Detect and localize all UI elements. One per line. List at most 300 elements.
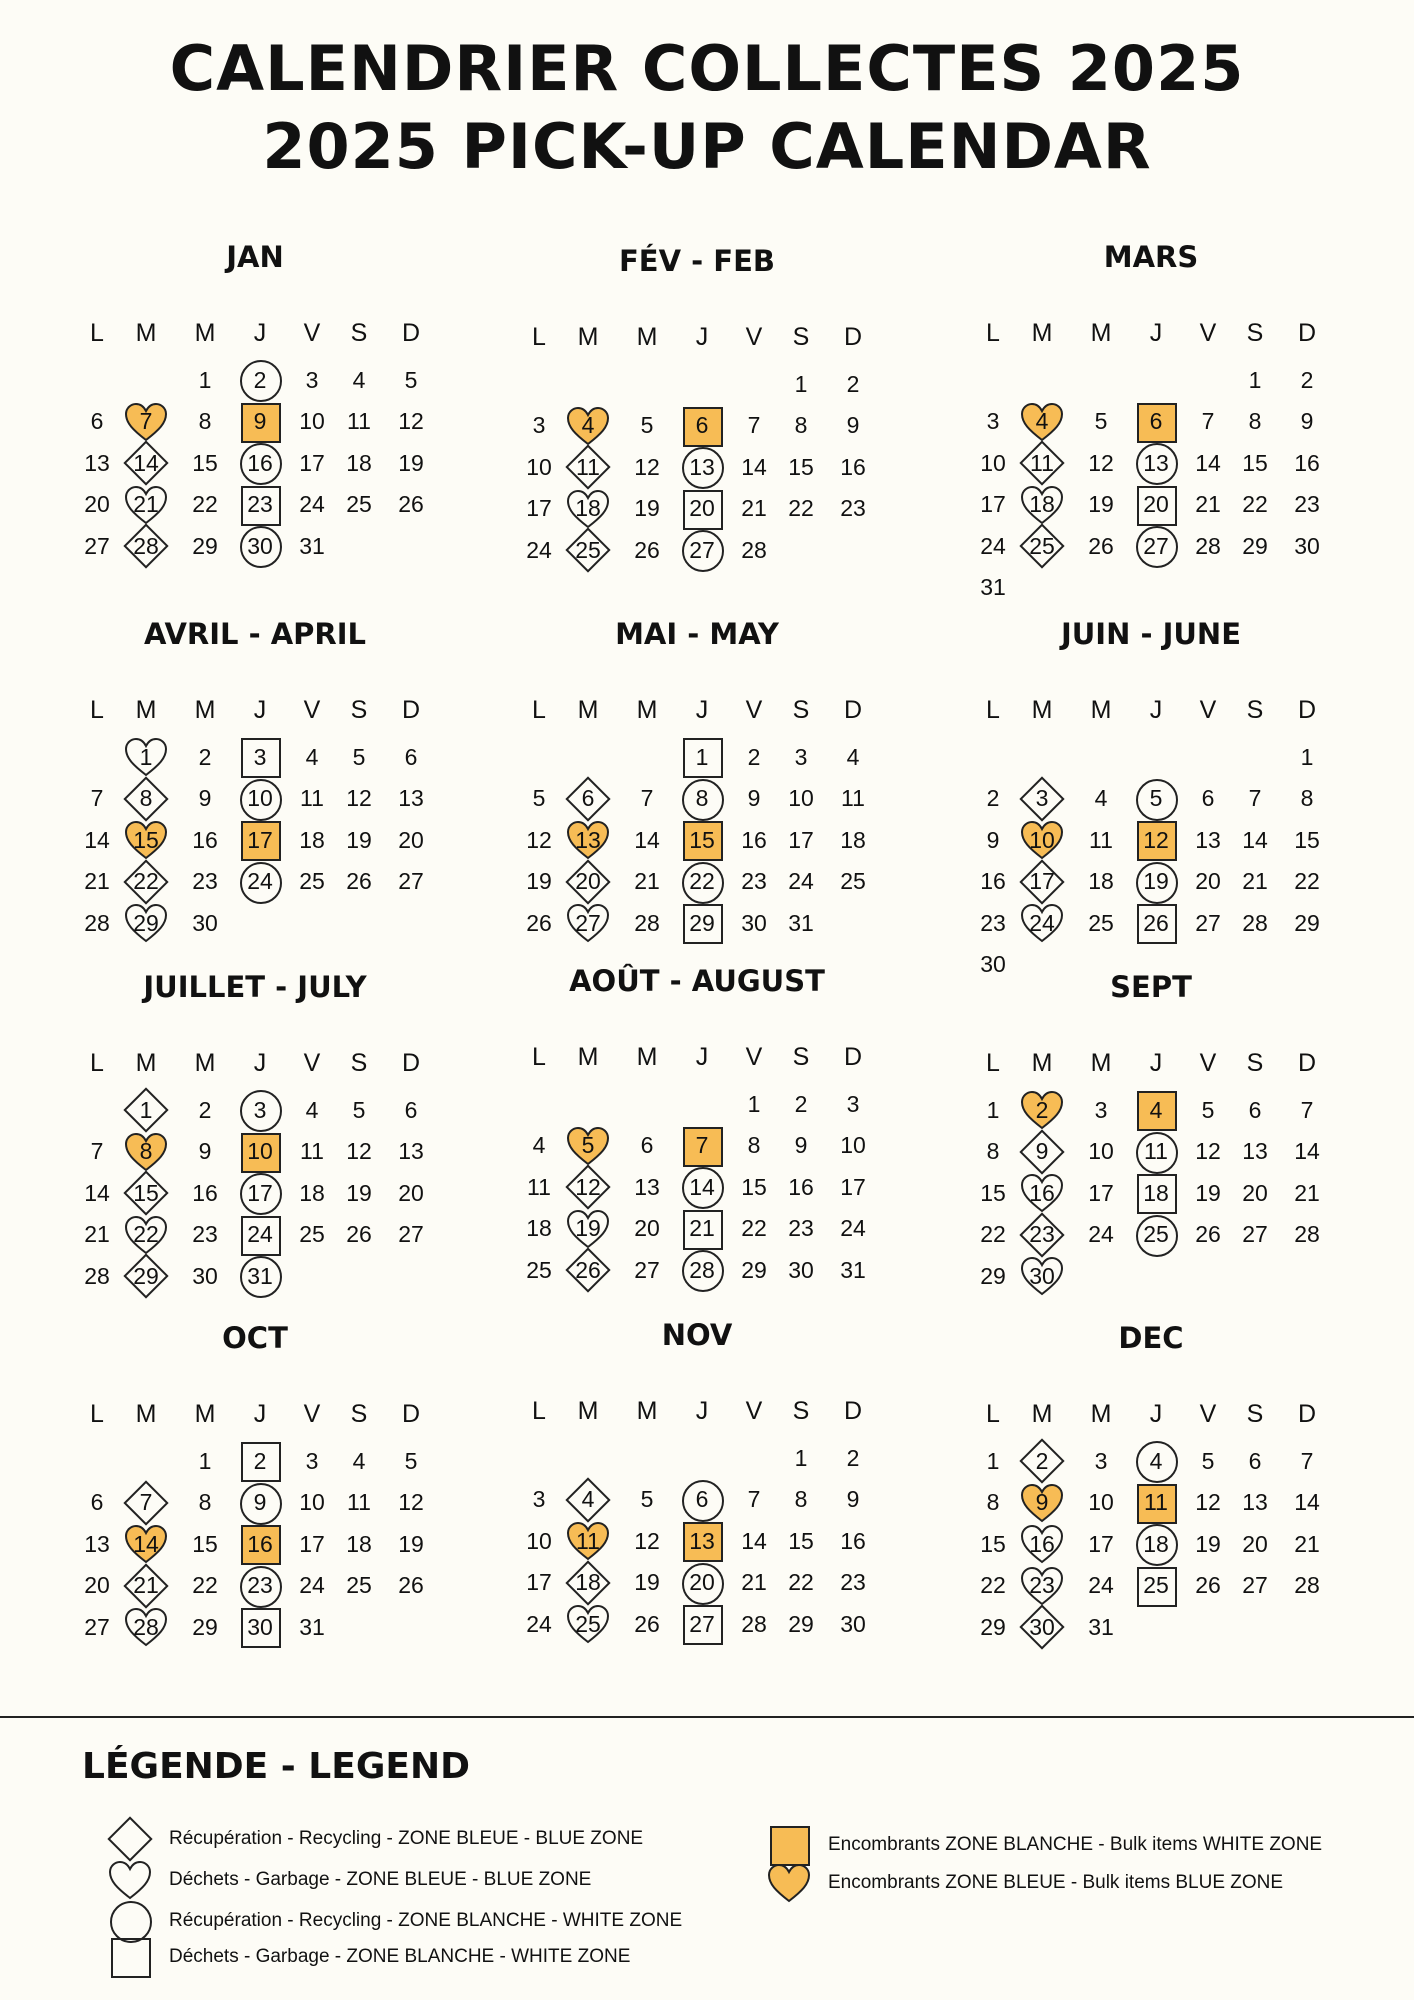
weekday-header: L (532, 1396, 546, 1425)
day-number: 9 (747, 785, 761, 811)
day-number: 13 (689, 1527, 715, 1554)
calendar-day (827, 1521, 879, 1561)
calendar-day (676, 489, 728, 529)
calendar-day (333, 443, 385, 483)
legend-title: LÉGENDE - LEGEND (82, 1746, 470, 1787)
day-number: 31 (840, 1256, 866, 1283)
day-number: 14 (741, 453, 767, 480)
day-number: 29 (133, 909, 159, 936)
day-number: 11 (576, 453, 600, 480)
calendar-day (562, 903, 614, 943)
day-number: 3 (986, 408, 1000, 434)
calendar-day (1182, 1173, 1234, 1213)
calendar-day (1182, 1132, 1234, 1172)
calendar-day (967, 1215, 1019, 1255)
day-number: 15 (1294, 826, 1320, 853)
weekday-header: M (135, 1048, 157, 1077)
calendar-day (775, 406, 827, 446)
weekday-header: S (350, 1048, 368, 1077)
day-number: 26 (1088, 532, 1114, 559)
day-number: 18 (575, 1569, 601, 1595)
calendar-day (179, 1256, 231, 1296)
day-number: 7 (747, 1486, 761, 1512)
weekday-header: J (253, 1399, 267, 1428)
day-number: 3 (1035, 785, 1049, 811)
day-number: 15 (741, 1173, 767, 1200)
calendar-day (1182, 1090, 1234, 1130)
day-number: 27 (398, 1221, 424, 1247)
calendar-day (967, 1524, 1019, 1564)
calendar-day (71, 1524, 123, 1564)
calendar-day (71, 1215, 123, 1255)
calendar-day (676, 1521, 728, 1561)
day-number: 15 (133, 826, 159, 853)
calendar-day (621, 1480, 673, 1520)
weekday-header: J (253, 695, 267, 724)
day-number: 27 (1195, 909, 1221, 936)
calendar-day (775, 1084, 827, 1124)
weekday-header: J (1149, 1048, 1163, 1077)
calendar-day (179, 1215, 231, 1255)
day-number: 20 (398, 1179, 424, 1206)
day-number: 18 (346, 1530, 372, 1557)
calendar-day (71, 820, 123, 860)
calendar-day (1075, 1524, 1127, 1564)
day-number: 27 (689, 536, 715, 563)
day-number: 15 (788, 1527, 814, 1554)
calendar-day (967, 779, 1019, 819)
calendar-day (120, 443, 172, 483)
calendar-day (621, 406, 673, 446)
month-calendar (941, 970, 1361, 1330)
day-number: 19 (575, 1215, 601, 1241)
day-number: 18 (1143, 1530, 1169, 1557)
day-number: 9 (846, 412, 860, 438)
calendar-day (775, 489, 827, 529)
day-number: 28 (1242, 909, 1268, 936)
day-number: 17 (526, 1569, 552, 1595)
day-number: 9 (794, 1132, 808, 1158)
day-number: 8 (695, 785, 709, 811)
calendar-day (513, 1167, 565, 1207)
legend-item-square (105, 1937, 630, 1977)
weekday-header: S (792, 695, 810, 724)
diamond-icon (107, 1816, 152, 1861)
day-number: 30 (1294, 532, 1320, 559)
day-number: 17 (1088, 1530, 1114, 1557)
month-calendar (45, 970, 465, 1330)
day-number: 31 (788, 909, 814, 936)
calendar-day (234, 485, 286, 525)
weekday-header: J (1149, 318, 1163, 347)
legend-item-diamond (105, 1819, 643, 1859)
calendar-day (967, 1607, 1019, 1647)
weekday-header: M (636, 322, 658, 351)
calendar-day (827, 447, 879, 487)
weekday-header: S (1246, 1399, 1264, 1428)
calendar-day (286, 485, 338, 525)
day-number: 10 (247, 785, 273, 811)
day-number: 23 (1294, 491, 1320, 517)
calendar-day (513, 447, 565, 487)
day-number: 10 (247, 1138, 273, 1164)
calendar-day (1075, 1215, 1127, 1255)
heart-icon (107, 1859, 153, 1901)
day-number: 24 (526, 1610, 552, 1637)
month-calendar (45, 617, 465, 977)
day-number: 21 (689, 1215, 715, 1241)
weekday-header: S (1246, 1048, 1264, 1077)
day-number: 22 (980, 1221, 1006, 1247)
day-number: 4 (846, 743, 860, 770)
calendar-day (286, 779, 338, 819)
day-number: 27 (84, 1613, 110, 1640)
calendar-day (1075, 1483, 1127, 1523)
day-number: 18 (840, 826, 866, 853)
calendar-day (562, 862, 614, 902)
calendar-day (234, 1256, 286, 1296)
month-calendar (45, 240, 465, 600)
calendar-day (120, 1215, 172, 1255)
day-number: 11 (1089, 826, 1113, 853)
legend-divider (0, 1716, 1414, 1718)
calendar-day (1229, 1483, 1281, 1523)
day-number: 25 (346, 491, 372, 517)
calendar-day (1130, 1215, 1182, 1255)
calendar-day (1229, 820, 1281, 860)
weekday-header: M (1031, 318, 1053, 347)
calendar-day (1130, 779, 1182, 819)
day-number: 26 (634, 536, 660, 563)
calendar-day (513, 530, 565, 570)
day-number: 18 (1029, 491, 1055, 517)
calendar-day (333, 1483, 385, 1523)
day-number: 1 (198, 1447, 212, 1474)
weekday-header: J (695, 1396, 709, 1425)
calendar-day (562, 820, 614, 860)
month-title: JAN (226, 240, 284, 274)
calendar-day (1281, 1132, 1333, 1172)
calendar-day (120, 1483, 172, 1523)
day-number: 3 (1094, 1096, 1108, 1123)
weekday-header: M (135, 1399, 157, 1428)
day-number: 4 (581, 412, 595, 438)
day-number: 3 (1094, 1447, 1108, 1474)
day-number: 26 (1195, 1221, 1221, 1247)
calendar-day (562, 1167, 614, 1207)
calendar-day (513, 1480, 565, 1520)
day-number: 3 (305, 1447, 319, 1474)
day-number: 14 (741, 1527, 767, 1554)
calendar-day (234, 1483, 286, 1523)
calendar-day (1016, 485, 1068, 525)
calendar-day (775, 447, 827, 487)
title-english: 2025 PICK-UP CALENDAR (262, 110, 1152, 183)
day-number: 4 (1149, 1447, 1163, 1474)
day-number: 22 (788, 1569, 814, 1595)
calendar-day (385, 360, 437, 400)
calendar-day (562, 1250, 614, 1290)
calendar-day (385, 1173, 437, 1213)
calendar-day (71, 862, 123, 902)
day-number: 9 (1035, 1138, 1049, 1164)
day-number: 10 (840, 1132, 866, 1158)
circle-icon (105, 1901, 155, 1941)
calendar-day (775, 1126, 827, 1166)
weekday-header: D (1297, 1399, 1317, 1428)
day-number: 2 (986, 785, 1000, 811)
calendar-day (286, 1483, 338, 1523)
calendar-day (1182, 526, 1234, 566)
day-number: 10 (299, 1489, 325, 1515)
day-number: 19 (634, 1569, 660, 1595)
calendar-day (1075, 1173, 1127, 1213)
calendar-day (1016, 779, 1068, 819)
month-calendar (941, 1321, 1361, 1681)
weekday-header: M (194, 695, 216, 724)
calendar-day (179, 360, 231, 400)
calendar-day (621, 1209, 673, 1249)
day-number: 24 (1088, 1221, 1114, 1247)
day-number: 7 (1248, 785, 1262, 811)
weekday-header: S (1246, 318, 1264, 347)
calendar-day (728, 1126, 780, 1166)
day-number: 25 (1143, 1221, 1169, 1247)
calendar-day (1182, 1215, 1234, 1255)
calendar-day (827, 406, 879, 446)
calendar-day (385, 1566, 437, 1606)
calendar-day (1075, 1441, 1127, 1481)
calendar-day (120, 1566, 172, 1606)
calendar-day (71, 903, 123, 943)
day-number: 2 (253, 1447, 267, 1474)
calendar-day (179, 443, 231, 483)
day-number: 28 (634, 909, 660, 936)
calendar-day (234, 779, 286, 819)
calendar-day (333, 737, 385, 777)
day-number: 5 (1094, 408, 1108, 434)
weekday-header: J (253, 318, 267, 347)
day-number: 5 (640, 412, 654, 438)
day-number: 20 (398, 826, 424, 853)
day-number: 19 (526, 868, 552, 894)
day-number: 23 (1029, 1572, 1055, 1598)
weekday-header: M (1090, 695, 1112, 724)
calendar-day (1182, 1524, 1234, 1564)
weekday-header: S (792, 322, 810, 351)
day-number: 27 (84, 532, 110, 559)
calendar-day (71, 1256, 123, 1296)
weekday-header: M (577, 1396, 599, 1425)
day-number: 5 (1149, 785, 1163, 811)
calendar-day (827, 862, 879, 902)
day-number: 14 (84, 826, 110, 853)
day-number: 7 (90, 785, 104, 811)
weekday-header: S (1246, 695, 1264, 724)
day-number: 30 (247, 1613, 273, 1640)
calendar-day (1016, 526, 1068, 566)
calendar-day (775, 862, 827, 902)
weekday-header: D (843, 695, 863, 724)
calendar-day (1281, 1173, 1333, 1213)
day-number: 16 (1029, 1530, 1055, 1557)
day-number: 18 (299, 826, 325, 853)
day-number: 1 (139, 1096, 153, 1123)
weekday-header: D (843, 1396, 863, 1425)
day-number: 24 (840, 1215, 866, 1241)
calendar-day (179, 1607, 231, 1647)
day-number: 17 (840, 1173, 866, 1200)
day-number: 12 (398, 1489, 424, 1515)
calendar-day (1281, 1090, 1333, 1130)
calendar-day (1130, 402, 1182, 442)
day-number: 15 (192, 1530, 218, 1557)
calendar-day (1016, 402, 1068, 442)
calendar-day (120, 1090, 172, 1130)
day-number: 4 (352, 366, 366, 393)
calendar-day (562, 489, 614, 529)
day-number: 25 (299, 868, 325, 894)
calendar-day (827, 1563, 879, 1603)
calendar-day (1229, 1566, 1281, 1606)
month-calendar (487, 964, 907, 1324)
day-number: 30 (840, 1610, 866, 1637)
calendar-day (1075, 526, 1127, 566)
calendar-day (621, 1250, 673, 1290)
weekday-header: M (1031, 1399, 1053, 1428)
calendar-day (513, 1126, 565, 1166)
calendar-day (1229, 1441, 1281, 1481)
square-icon (105, 1937, 155, 1977)
day-number: 1 (695, 743, 709, 770)
calendar-day (1130, 1173, 1182, 1213)
calendar-day (333, 779, 385, 819)
day-number: 30 (1029, 1262, 1055, 1289)
calendar-day (562, 779, 614, 819)
day-number: 11 (1144, 1489, 1168, 1515)
day-number: 28 (1195, 532, 1221, 559)
day-number: 25 (575, 536, 601, 563)
weekday-header: V (745, 1396, 763, 1425)
calendar-day (286, 1090, 338, 1130)
calendar-day (967, 443, 1019, 483)
weekday-header: M (135, 318, 157, 347)
day-number: 18 (526, 1215, 552, 1241)
day-number: 13 (575, 826, 601, 853)
day-number: 27 (1242, 1221, 1268, 1247)
day-number: 20 (689, 1569, 715, 1595)
calendar-day (1281, 443, 1333, 483)
calendar-day (827, 1126, 879, 1166)
day-number: 11 (300, 785, 324, 811)
calendar-day (728, 530, 780, 570)
day-number: 15 (689, 826, 715, 853)
weekday-header: D (401, 1048, 421, 1077)
calendar-day (775, 820, 827, 860)
calendar-day (1281, 1566, 1333, 1606)
calendar-day (775, 1438, 827, 1478)
day-number: 9 (198, 1138, 212, 1164)
day-number: 13 (84, 1530, 110, 1557)
day-number: 13 (398, 785, 424, 811)
day-number: 10 (1088, 1489, 1114, 1515)
calendar-day (1281, 1524, 1333, 1564)
month-title: AOÛT - AUGUST (569, 964, 825, 998)
calendar-day (967, 903, 1019, 943)
weekday-header: D (401, 695, 421, 724)
weekday-header: L (532, 695, 546, 724)
calendar-day (513, 1521, 565, 1561)
legend-item-filled-square (764, 1825, 1322, 1865)
day-number: 2 (1300, 366, 1314, 393)
month-calendar (487, 1318, 907, 1678)
calendar-day (1229, 443, 1281, 483)
calendar-day (775, 1480, 827, 1520)
calendar-day (967, 526, 1019, 566)
day-number: 8 (986, 1138, 1000, 1164)
day-number: 5 (404, 366, 418, 393)
day-number: 10 (788, 785, 814, 811)
calendar-day (1075, 903, 1127, 943)
calendar-day (967, 1566, 1019, 1606)
calendar-day (1130, 820, 1182, 860)
calendar-day (1229, 903, 1281, 943)
legend-item-label: Encombrants ZONE BLANCHE - Bulk items WHITE ZONE (828, 1834, 1323, 1855)
calendar-day (1016, 1256, 1068, 1296)
day-number: 21 (741, 495, 767, 521)
day-number: 21 (634, 868, 660, 894)
weekday-header: D (843, 1042, 863, 1071)
month-title: AVRIL - APRIL (143, 617, 367, 651)
calendar-day (1229, 1173, 1281, 1213)
weekday-header: V (1199, 695, 1217, 724)
calendar-day (1016, 1173, 1068, 1213)
day-number: 25 (1029, 532, 1055, 559)
day-number: 24 (1088, 1572, 1114, 1598)
day-number: 29 (192, 532, 218, 559)
calendar-day (513, 406, 565, 446)
day-number: 4 (581, 1486, 595, 1512)
day-number: 11 (347, 408, 371, 434)
day-number: 13 (84, 449, 110, 476)
day-number: 28 (133, 1613, 159, 1640)
day-number: 23 (840, 495, 866, 521)
day-number: 30 (980, 951, 1006, 977)
month-title: OCT (222, 1321, 288, 1355)
month-calendar (487, 244, 907, 604)
calendar-day (120, 402, 172, 442)
calendar-day (967, 1483, 1019, 1523)
day-number: 27 (398, 868, 424, 894)
calendar-day (676, 903, 728, 943)
calendar-day (1130, 1483, 1182, 1523)
weekday-header: M (194, 318, 216, 347)
day-number: 18 (1088, 868, 1114, 894)
day-number: 22 (689, 868, 715, 894)
calendar-day (967, 862, 1019, 902)
day-number: 10 (1088, 1138, 1114, 1164)
weekday-header: L (986, 1399, 1000, 1428)
day-number: 14 (689, 1173, 715, 1200)
calendar-day (775, 1167, 827, 1207)
day-number: 22 (133, 868, 159, 894)
calendar-day (385, 485, 437, 525)
legend-item-heart (105, 1860, 591, 1900)
calendar-day (621, 1126, 673, 1166)
calendar-day (728, 1250, 780, 1290)
calendar-day (179, 737, 231, 777)
weekday-header: V (1199, 1399, 1217, 1428)
